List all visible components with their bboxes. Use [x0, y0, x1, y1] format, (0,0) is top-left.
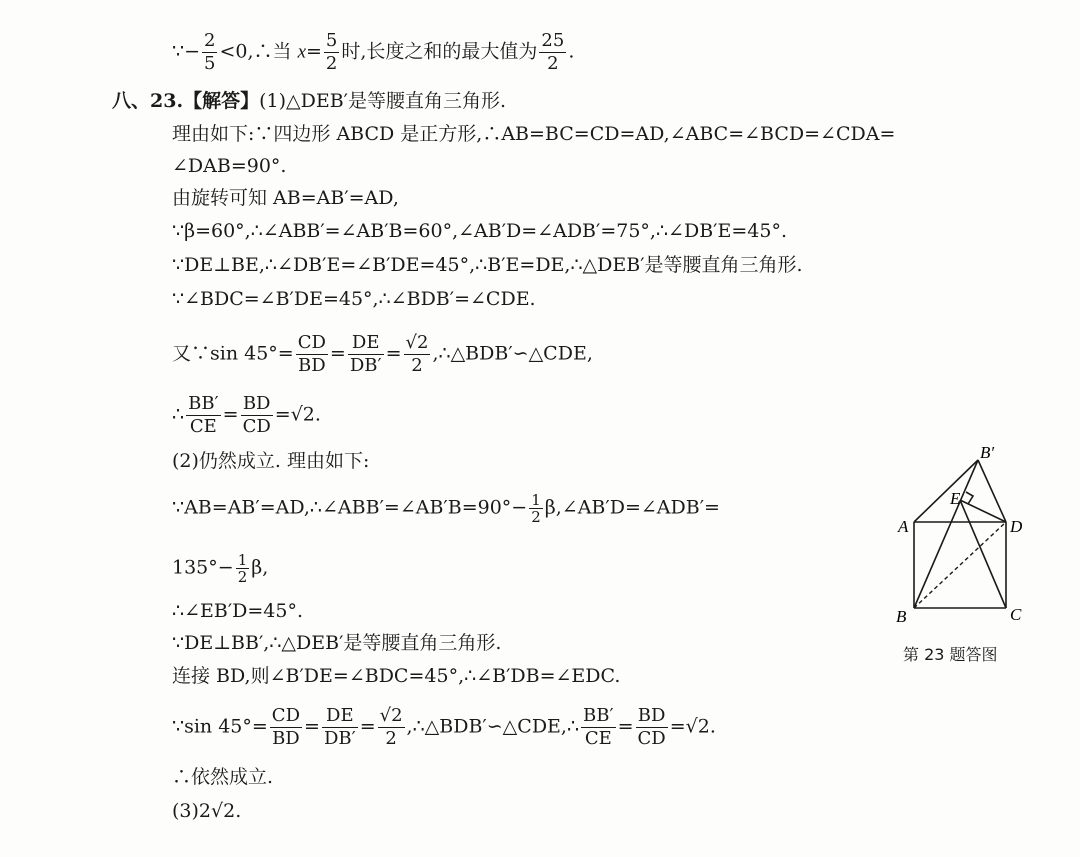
- edge-DB-prime: [978, 460, 1006, 522]
- fraction: $\frac{√2}{2}$: [379, 705, 403, 749]
- fraction: $\frac{5}{2}$: [325, 30, 338, 74]
- label-C: C: [1010, 605, 1022, 624]
- line-5: 由旋转可知 AB=AB′=AD,: [172, 187, 399, 209]
- fraction: $\frac{1}{2}$: [531, 491, 541, 526]
- line-15: ∵DE⊥BB′,∴△DEB′是等腰直角三角形.: [172, 632, 502, 654]
- line-9: 又∵sin 45°= $\frac{CD}{BD}$ = $\frac{DE}{DB'}$ = $\frac{√2}{2}$ ,∴△BDB′∽△CDE,: [172, 332, 593, 376]
- line-14: ∴∠EB′D=45°.: [172, 600, 304, 622]
- label-B-prime: B′: [980, 443, 995, 462]
- fraction: $\frac{CD}{BD}$: [271, 705, 301, 749]
- fraction: $\frac{DE}{DB'}$: [323, 705, 356, 749]
- edge-BB-prime: [914, 460, 978, 608]
- answer-heading: 八、23.【解答】(1)△DEB′是等腰直角三角形.: [112, 90, 507, 112]
- line-7: ∵DE⊥BE,∴∠DB′E=∠B′DE=45°,∴B′E=DE,∴△DEB′是等腰直角三角形.: [172, 254, 803, 276]
- line-3: 理由如下:∵四边形 ABCD 是正方形,∴AB=BC=CD=AD,∠ABC=∠BCD=∠CDA=: [172, 123, 896, 145]
- label-E: E: [950, 489, 961, 508]
- fraction: $\frac{1}{2}$: [237, 551, 248, 586]
- line-16: 连接 BD,则∠B′DE=∠BDC=45°,∴∠B′DB=∠EDC.: [172, 665, 621, 687]
- geometry-figure: [880, 440, 1060, 670]
- line-12: ∵AB=AB′=AD,∴∠ABB′=∠AB′B=90°− $\frac{1}{2}$ β,∠AB′D=∠ADB′=: [172, 491, 720, 526]
- right-angle-mark: [966, 492, 973, 504]
- diagonal-BD: [914, 522, 1006, 608]
- line-19: (3)2√2.: [172, 800, 242, 822]
- line-1: ∵− $\frac{2}{5}$ <0,∴当 x= $\frac{5}{2}$ 时,长度之和的最大值为 $\frac{25}{2}$ .: [172, 30, 575, 74]
- line-6: ∵β=60°,∴∠ABB′=∠AB′B=60°,∠AB′D=∠ADB′=75°,∴∠DB′E=45°.: [172, 220, 787, 242]
- line-11: (2)仍然成立. 理由如下:: [172, 450, 370, 472]
- line-17: ∵sin 45°= $\frac{CD}{BD}$ = $\frac{DE}{DB'}$ = $\frac{√2}{2}$ ,∴△BDB′∽△CDE,∴ $\frac{BB'}{CE}$ = $\frac{BD}{CD}$ =√2.: [172, 705, 716, 749]
- figure-caption: 第 23 题答图: [903, 645, 998, 664]
- edge-AB-prime: [914, 460, 978, 522]
- line-18: ∴依然成立.: [172, 766, 274, 788]
- edge-EC: [960, 500, 1006, 608]
- fraction: $\frac{BB'}{CE}$: [583, 705, 614, 749]
- fraction: $\frac{2}{5}$: [204, 30, 216, 74]
- fraction: $\frac{BD}{CD}$: [242, 393, 271, 437]
- line-10: ∴ $\frac{BB'}{CE}$ = $\frac{BD}{CD}$ =√2.: [172, 393, 321, 437]
- text: ∵−: [172, 40, 201, 63]
- line-13: 135°− $\frac{1}{2}$ β,: [172, 551, 269, 586]
- line-8: ∵∠BDC=∠B′DE=45°,∴∠BDB′=∠CDE.: [172, 288, 536, 310]
- fraction: $\frac{BB'}{CE}$: [188, 393, 219, 437]
- fraction: $\frac{BD}{CD}$: [637, 705, 666, 749]
- fraction: $\frac{√2}{2}$: [405, 332, 429, 376]
- label-A: A: [898, 517, 909, 536]
- fraction: $\frac{DE}{DB'}$: [349, 332, 382, 376]
- fraction: $\frac{25}{2}$: [541, 30, 565, 74]
- figure-svg: [880, 440, 1060, 640]
- line-4: ∠DAB=90°.: [172, 155, 287, 177]
- label-B: B: [896, 607, 907, 626]
- edge-DE: [960, 500, 1006, 522]
- label-D: D: [1010, 517, 1023, 536]
- fraction: $\frac{CD}{BD}$: [297, 332, 326, 376]
